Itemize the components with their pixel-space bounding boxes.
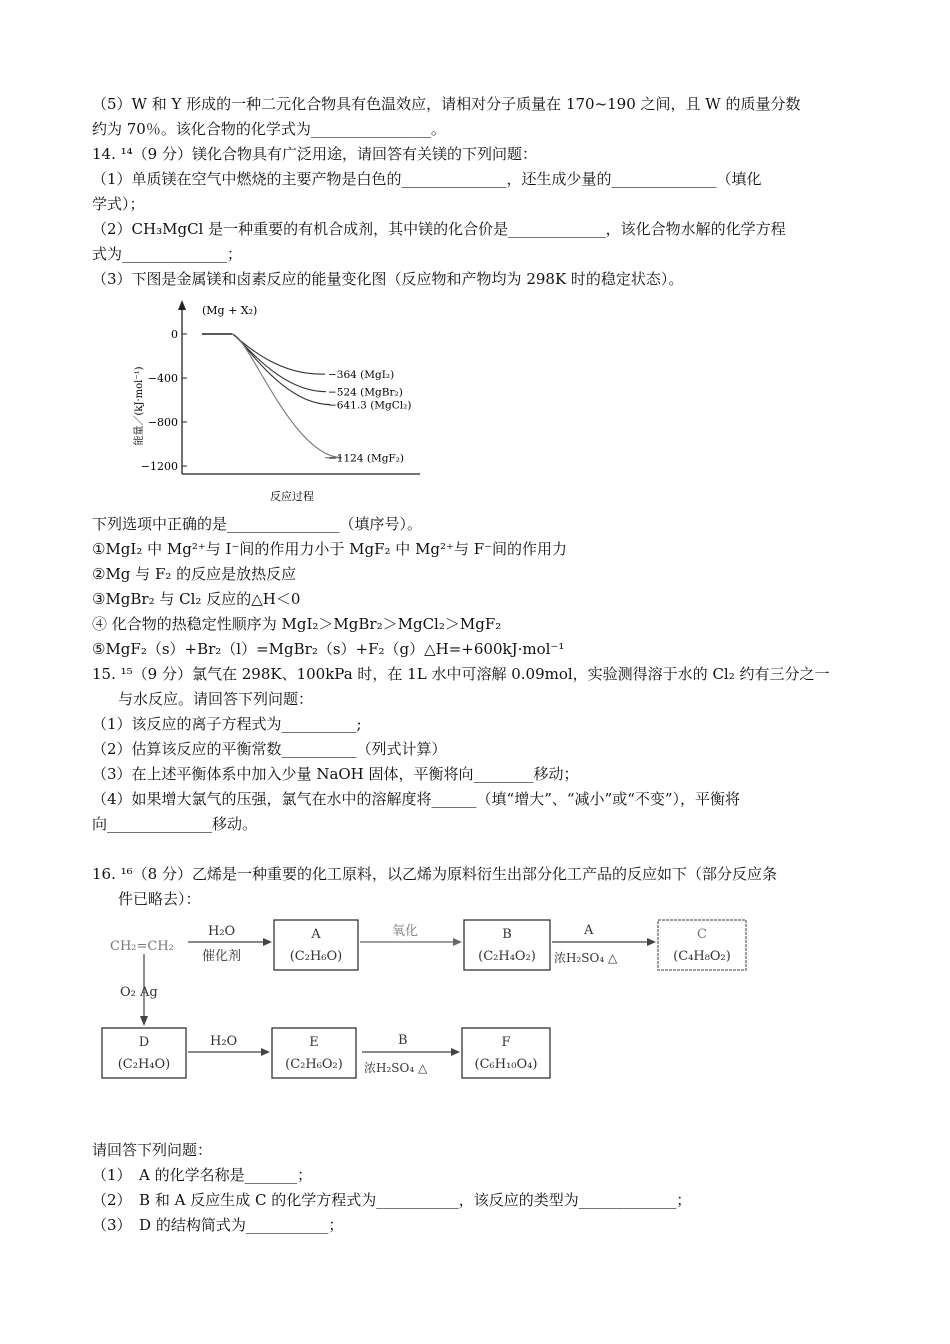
q14-part3: （3）下图是金属镁和卤素反应的能量变化图（反应物和产物均为 298K 时的稳定状态）。 xyxy=(92,270,684,288)
arrowhead-b xyxy=(453,938,462,946)
y-tick-label: −800 xyxy=(147,416,178,429)
q16-part2: （2） B 和 A 反应生成 C 的化学方程式为___________，该反应的类型为_____________； xyxy=(92,1191,692,1209)
q14-option-5: ⑤MgF₂（s）+Br₂（l）=MgBr₂（s）+F₂（g）△H=+600kJ·mol⁻¹ xyxy=(92,640,565,658)
box-c-formula: (C₄H₈O₂) xyxy=(673,949,731,964)
q14-part1-line2: 学式）； xyxy=(92,195,145,213)
curve-label: −1124 (MgF₂) xyxy=(328,452,405,465)
box-b-formula: (C₂H₄O₂) xyxy=(478,949,536,964)
q15-part1: （1）该反应的离子方程式为__________; xyxy=(92,715,362,733)
reactant-label: (Mg + X₂) xyxy=(202,304,258,317)
box-e-formula: (C₂H₆O₂) xyxy=(285,1057,343,1072)
q14-part2-line2: 式为______________； xyxy=(92,245,243,263)
q14-option-3: ③MgBr₂ 与 Cl₂ 反应的△H＜0 xyxy=(92,590,301,608)
o2-ag-label: O₂ Ag xyxy=(120,985,158,1000)
arrow-e-reagent: H₂O xyxy=(210,1034,238,1049)
curve-label: −524 (MgBr₂) xyxy=(328,386,403,399)
h2o-label: H₂O xyxy=(208,924,236,939)
q14-select-prompt: 下列选项中正确的是_______________（填序号）。 xyxy=(92,515,423,533)
box-c-letter: C xyxy=(697,927,707,942)
q14-part2-line1: （2）CH₃MgCl 是一种重要的有机合成剂，其中镁的化合价是_____________，该化合物水解的化学方程 xyxy=(92,220,786,238)
energy-curve-MgCl₂ xyxy=(232,334,330,405)
curve-label: −641.3 (MgCl₂) xyxy=(328,399,412,412)
box-f-formula: (C₆H₁₀O₄) xyxy=(474,1057,538,1072)
q13-5-line2: 约为 70％。该化合物的化学式为________________。 xyxy=(92,120,446,138)
q14-option-2: ②Mg 与 F₂ 的反应是放热反应 xyxy=(92,565,297,583)
arrowhead-a xyxy=(263,938,272,946)
y-tick-label: −1200 xyxy=(140,460,178,473)
q14-heading: 14. ¹⁴（9 分）镁化合物具有广泛用途，请回答有关镁的下列问题： xyxy=(92,145,537,163)
q16-heading-cont: 件已略去）： xyxy=(118,890,201,908)
box-a-letter: A xyxy=(311,927,321,942)
oxidize-label: 氧化 xyxy=(392,924,419,939)
q15-part3: （3）在上述平衡体系中加入少量 NaOH 固体，平衡将向________移动； xyxy=(92,765,579,783)
q14-part1-line1: （1）单质镁在空气中燃烧的主要产物是白色的______________，还生成少量的______________（填化 xyxy=(92,170,762,188)
x-axis-label: 反应过程 xyxy=(270,490,314,503)
q16-heading: 16. ¹⁶（8 分）乙烯是一种重要的化工原料，以乙烯为原料衍生出部分化工产品的反应如下（部分反应条 xyxy=(92,865,777,883)
energy-curve-MgBr₂ xyxy=(232,334,326,392)
box-e-letter: E xyxy=(309,1035,319,1050)
arrowhead-c xyxy=(647,938,656,946)
y-axis-label: 能量／(kJ·mol⁻¹) xyxy=(134,366,145,446)
y-tick-label: 0 xyxy=(171,328,178,341)
curve-label: −364 (MgI₂) xyxy=(328,369,395,382)
energy-curve-MgI₂ xyxy=(232,334,325,374)
reaction-diagram xyxy=(100,912,760,1092)
q14-option-4: ④ 化合物的热稳定性顺序为 MgI₂＞MgBr₂＞MgCl₂＞MgF₂ xyxy=(92,615,502,633)
q16-part1: （1） A 的化学名称是_______； xyxy=(92,1166,313,1184)
arrow-f-condition: 浓H₂SO₄ △ xyxy=(364,1061,428,1075)
box-d-formula: (C₂H₄O) xyxy=(117,1057,171,1072)
box-b-letter: B xyxy=(502,927,512,942)
arrowhead-d xyxy=(140,1016,148,1026)
q15-part4-line2: 向______________移动。 xyxy=(92,815,258,833)
q13-5-line1: （5）W 和 Y 形成的一种二元化合物具有色温效应，请相对分子质量在 170~190 之间，且 W 的质量分数 xyxy=(92,95,801,113)
q15-part2: （2）估算该反应的平衡常数__________（列式计算） xyxy=(92,740,447,758)
y-tick-label: −400 xyxy=(147,372,178,385)
q15-part4-line1: （4）如果增大氯气的压强，氯气在水中的溶解度将______（填“增大”、“减小”或“不变”），平衡将 xyxy=(92,790,741,808)
q14-option-1: ①MgI₂ 中 Mg²⁺与 I⁻间的作用力小于 MgF₂ 中 Mg²⁺与 F⁻间的作用力 xyxy=(92,540,568,558)
box-f-letter: F xyxy=(501,1035,511,1050)
y-axis-arrow xyxy=(178,300,186,310)
q16-ask: 请回答下列问题： xyxy=(92,1141,213,1159)
arrowhead-e xyxy=(261,1048,270,1056)
arrow-c-condition: 浓H₂SO₄ △ xyxy=(554,951,618,965)
box-a-formula: (C₂H₆O) xyxy=(289,949,343,964)
energy-curve-MgF₂ xyxy=(232,334,342,458)
energy-chart xyxy=(120,296,440,508)
catalyst-label: 催化剂 xyxy=(202,949,242,964)
arrowhead-f xyxy=(451,1048,460,1056)
q15-heading-cont: 与水反应。请回答下列问题： xyxy=(118,690,314,708)
ethylene-label: CH₂=CH₂ xyxy=(110,939,174,954)
box-d-letter: D xyxy=(138,1035,150,1050)
q16-part3: （3） D 的结构简式为___________； xyxy=(92,1216,344,1234)
arrow-f-reagent: B xyxy=(398,1033,408,1048)
q15-heading: 15. ¹⁵（9 分）氯气在 298K、100kPa 时，在 1L 水中可溶解 0.09mol，实验测得溶于水的 Cl₂ 约有三分之一 xyxy=(92,665,830,683)
arrow-c-reagent: A xyxy=(584,923,594,938)
